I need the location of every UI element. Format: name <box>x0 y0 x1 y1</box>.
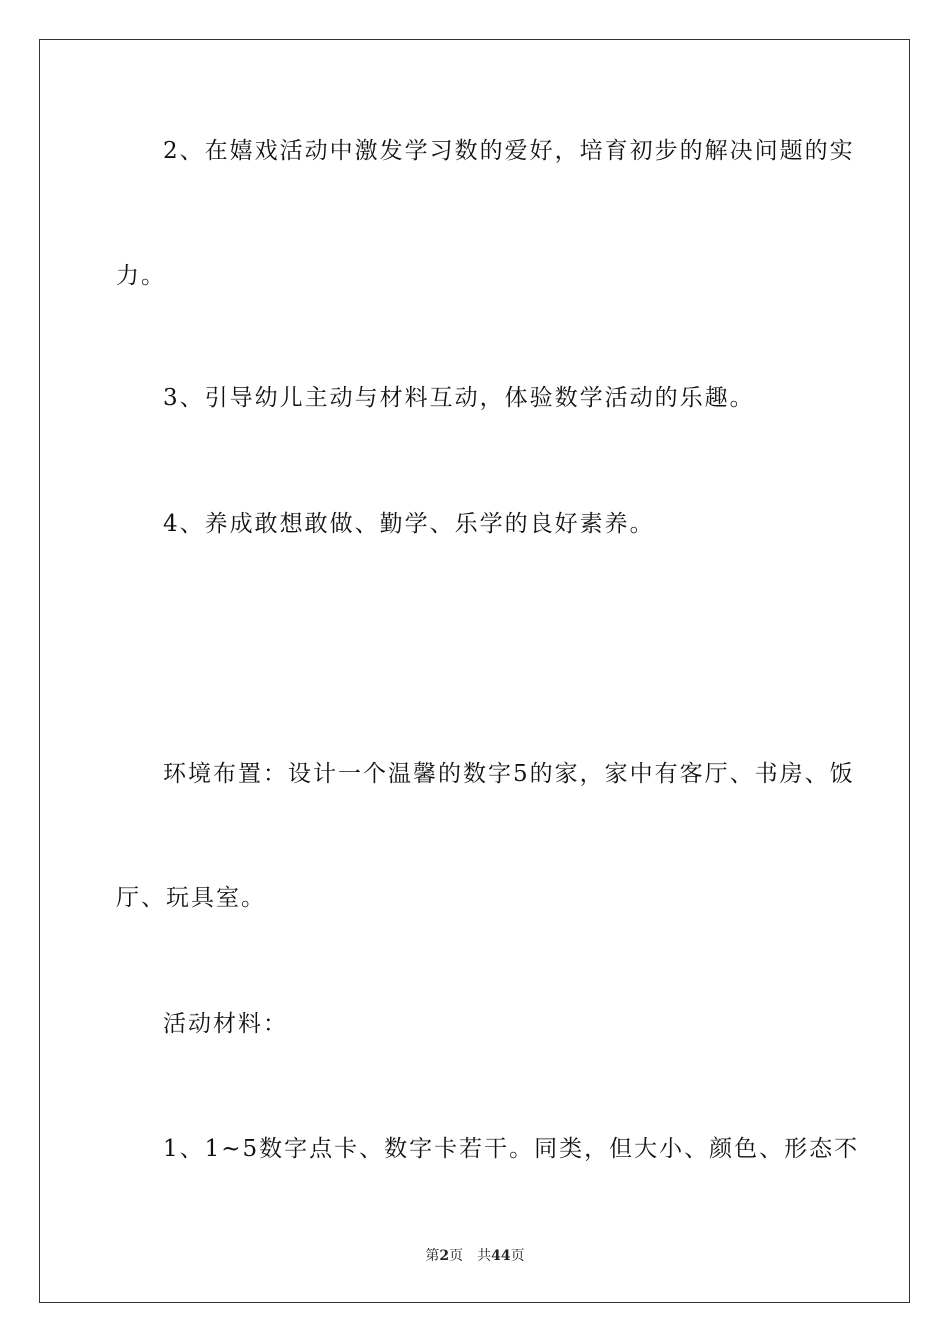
goal-3: 3、引导幼儿主动与材料互动，体验数学活动的乐趣。 <box>163 385 755 411</box>
page-prefix: 第 <box>425 1248 440 1264</box>
page-border <box>39 39 910 1303</box>
environment-setup-line-1: 环境布置：设计一个温馨的数字5的家，家中有客厅、书房、饭 <box>163 761 855 787</box>
page-suffix: 页 <box>449 1248 464 1264</box>
total-prefix: 共 <box>477 1248 492 1264</box>
materials-heading: 活动材料： <box>163 1011 288 1037</box>
total-suffix: 页 <box>510 1248 525 1264</box>
environment-setup-line-2: 厅、玩具室。 <box>116 885 266 911</box>
goal-2-line-2: 力。 <box>116 263 166 289</box>
goal-4: 4、养成敢想敢做、勤学、乐学的良好素养。 <box>163 511 655 537</box>
page-footer <box>0 1247 950 1265</box>
page-current: 2 <box>439 1248 450 1264</box>
page-total: 44 <box>491 1248 511 1264</box>
goal-2-line-1: 2、在嬉戏活动中激发学习数的爱好，培育初步的解决问题的实 <box>163 138 855 164</box>
material-1-line-1: 1、1~5数字点卡、数字卡若干。同类，但大小、颜色、形态不 <box>163 1136 860 1162</box>
